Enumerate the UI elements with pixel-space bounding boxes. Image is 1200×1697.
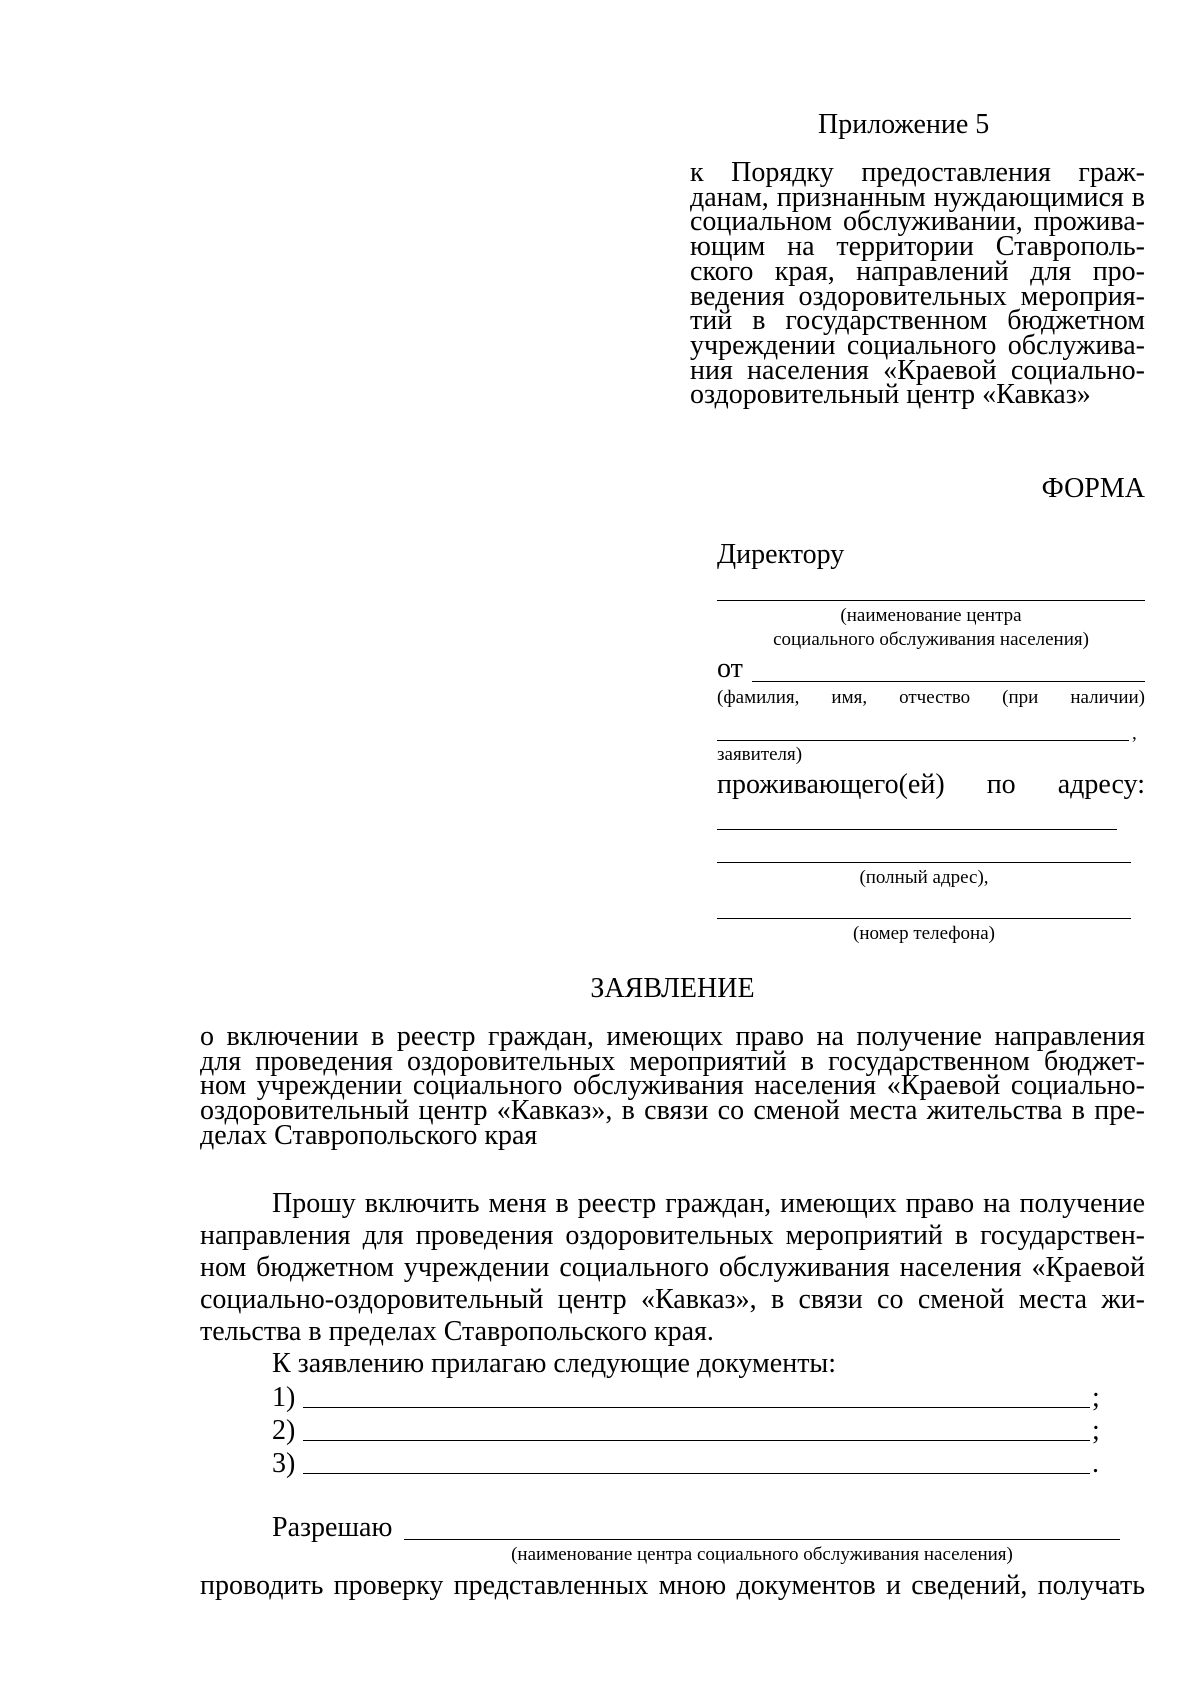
statement-title: ЗАЯВЛЕНИЕ: [590, 973, 755, 1004]
permit-text: проводить проверку представленных мною документов и сведений, получать: [200, 1570, 1145, 1601]
center-caption: (наименование центра: [840, 605, 1022, 626]
addressee-to: Директору: [717, 539, 845, 570]
appendix-line: социальном обслуживании, прожива-: [690, 206, 1145, 238]
request-line: тельства в пределах Ставропольского края.: [200, 1316, 714, 1347]
statement-request: [200, 1188, 1145, 1348]
appendix-line: тий в государственном бюджетном: [690, 305, 1145, 337]
appendix-line: ведения оздоровительных мероприя-: [690, 280, 1145, 312]
attach-item-end: ;: [1092, 1382, 1100, 1413]
attach-item-number: 1): [272, 1382, 296, 1413]
phone-line: [717, 918, 1131, 919]
subject-line: делах Ставропольского края: [200, 1119, 538, 1151]
attach-item-end: ;: [1092, 1415, 1100, 1446]
appendix-line: ского края, направлений для про-: [690, 255, 1145, 287]
attach-item-line: [303, 1473, 1090, 1474]
attach-item-line: [303, 1407, 1090, 1408]
from-label: от: [717, 653, 743, 684]
name-caption: (фамилия, имя, отчество (при наличии): [717, 687, 1145, 708]
attach-intro: К заявлению прилагаю следующие документы:: [272, 1348, 837, 1379]
applicant-name-line: [752, 681, 1145, 682]
appendix-line: ющим на территории Ставрополь-: [690, 231, 1145, 263]
permit-label: Разрешаю: [272, 1512, 393, 1543]
appendix-text: [690, 157, 1145, 411]
permit-caption: (наименование центра социального обслуживания населения): [511, 1544, 1013, 1565]
address-caption: (полный адрес),: [859, 867, 989, 888]
center-name-line: [717, 600, 1145, 601]
appendix-line: ния населения «Краевой социально-: [690, 354, 1145, 386]
request-line: ном бюджетном учреждении социального обслуживания населения «Краевой: [200, 1252, 1145, 1283]
subject-line: для проведения оздоровительных мероприятий в государственном бюджет-: [200, 1045, 1145, 1077]
request-line: Прошу включить меня в реестр граждан, имеющих право на получение: [272, 1188, 1145, 1219]
attach-item-end: .: [1092, 1448, 1099, 1479]
phone-caption: (номер телефона): [853, 923, 995, 944]
appendix-number: Приложение 5: [818, 109, 990, 140]
attach-item-number: 2): [272, 1415, 296, 1446]
address-line-1: [717, 829, 1117, 830]
subject-line: о включении в реестр граждан, имеющих право на получение направления: [200, 1021, 1145, 1052]
name-caption-end: заявителя): [717, 744, 803, 765]
residing-label: проживающего(ей) по адресу:: [717, 769, 1145, 800]
appendix-line: оздоровительный центр «Кавказ»: [690, 379, 1091, 411]
permit-center-line: [404, 1539, 1120, 1540]
attach-item-line: [303, 1440, 1090, 1441]
address-line-2: [717, 862, 1131, 863]
name-comma: ,: [1132, 723, 1137, 744]
appendix-line: учреждении социального обслужива-: [690, 329, 1145, 361]
appendix-line: к Порядку предоставления граж-: [690, 157, 1145, 188]
statement-subject: [200, 1021, 1145, 1151]
subject-line: ном учреждении социального обслуживания населения «Краевой социально-: [200, 1070, 1145, 1102]
request-line: социально-оздоровительный центр «Кавказ», в связи со сменой места жи-: [200, 1284, 1145, 1315]
subject-line: оздоровительный центр «Кавказ», в связи со сменой места жительства в пре-: [200, 1095, 1145, 1127]
form-label: ФОРМА: [1041, 473, 1145, 504]
attach-item-number: 3): [272, 1448, 296, 1479]
appendix-line: данам, признанным нуждающимися в: [690, 181, 1145, 213]
request-line: направления для проведения оздоровительных мероприятий в государствен-: [200, 1220, 1145, 1251]
applicant-name-line-2: [717, 740, 1129, 741]
center-caption: социального обслуживания населения): [773, 629, 1089, 650]
